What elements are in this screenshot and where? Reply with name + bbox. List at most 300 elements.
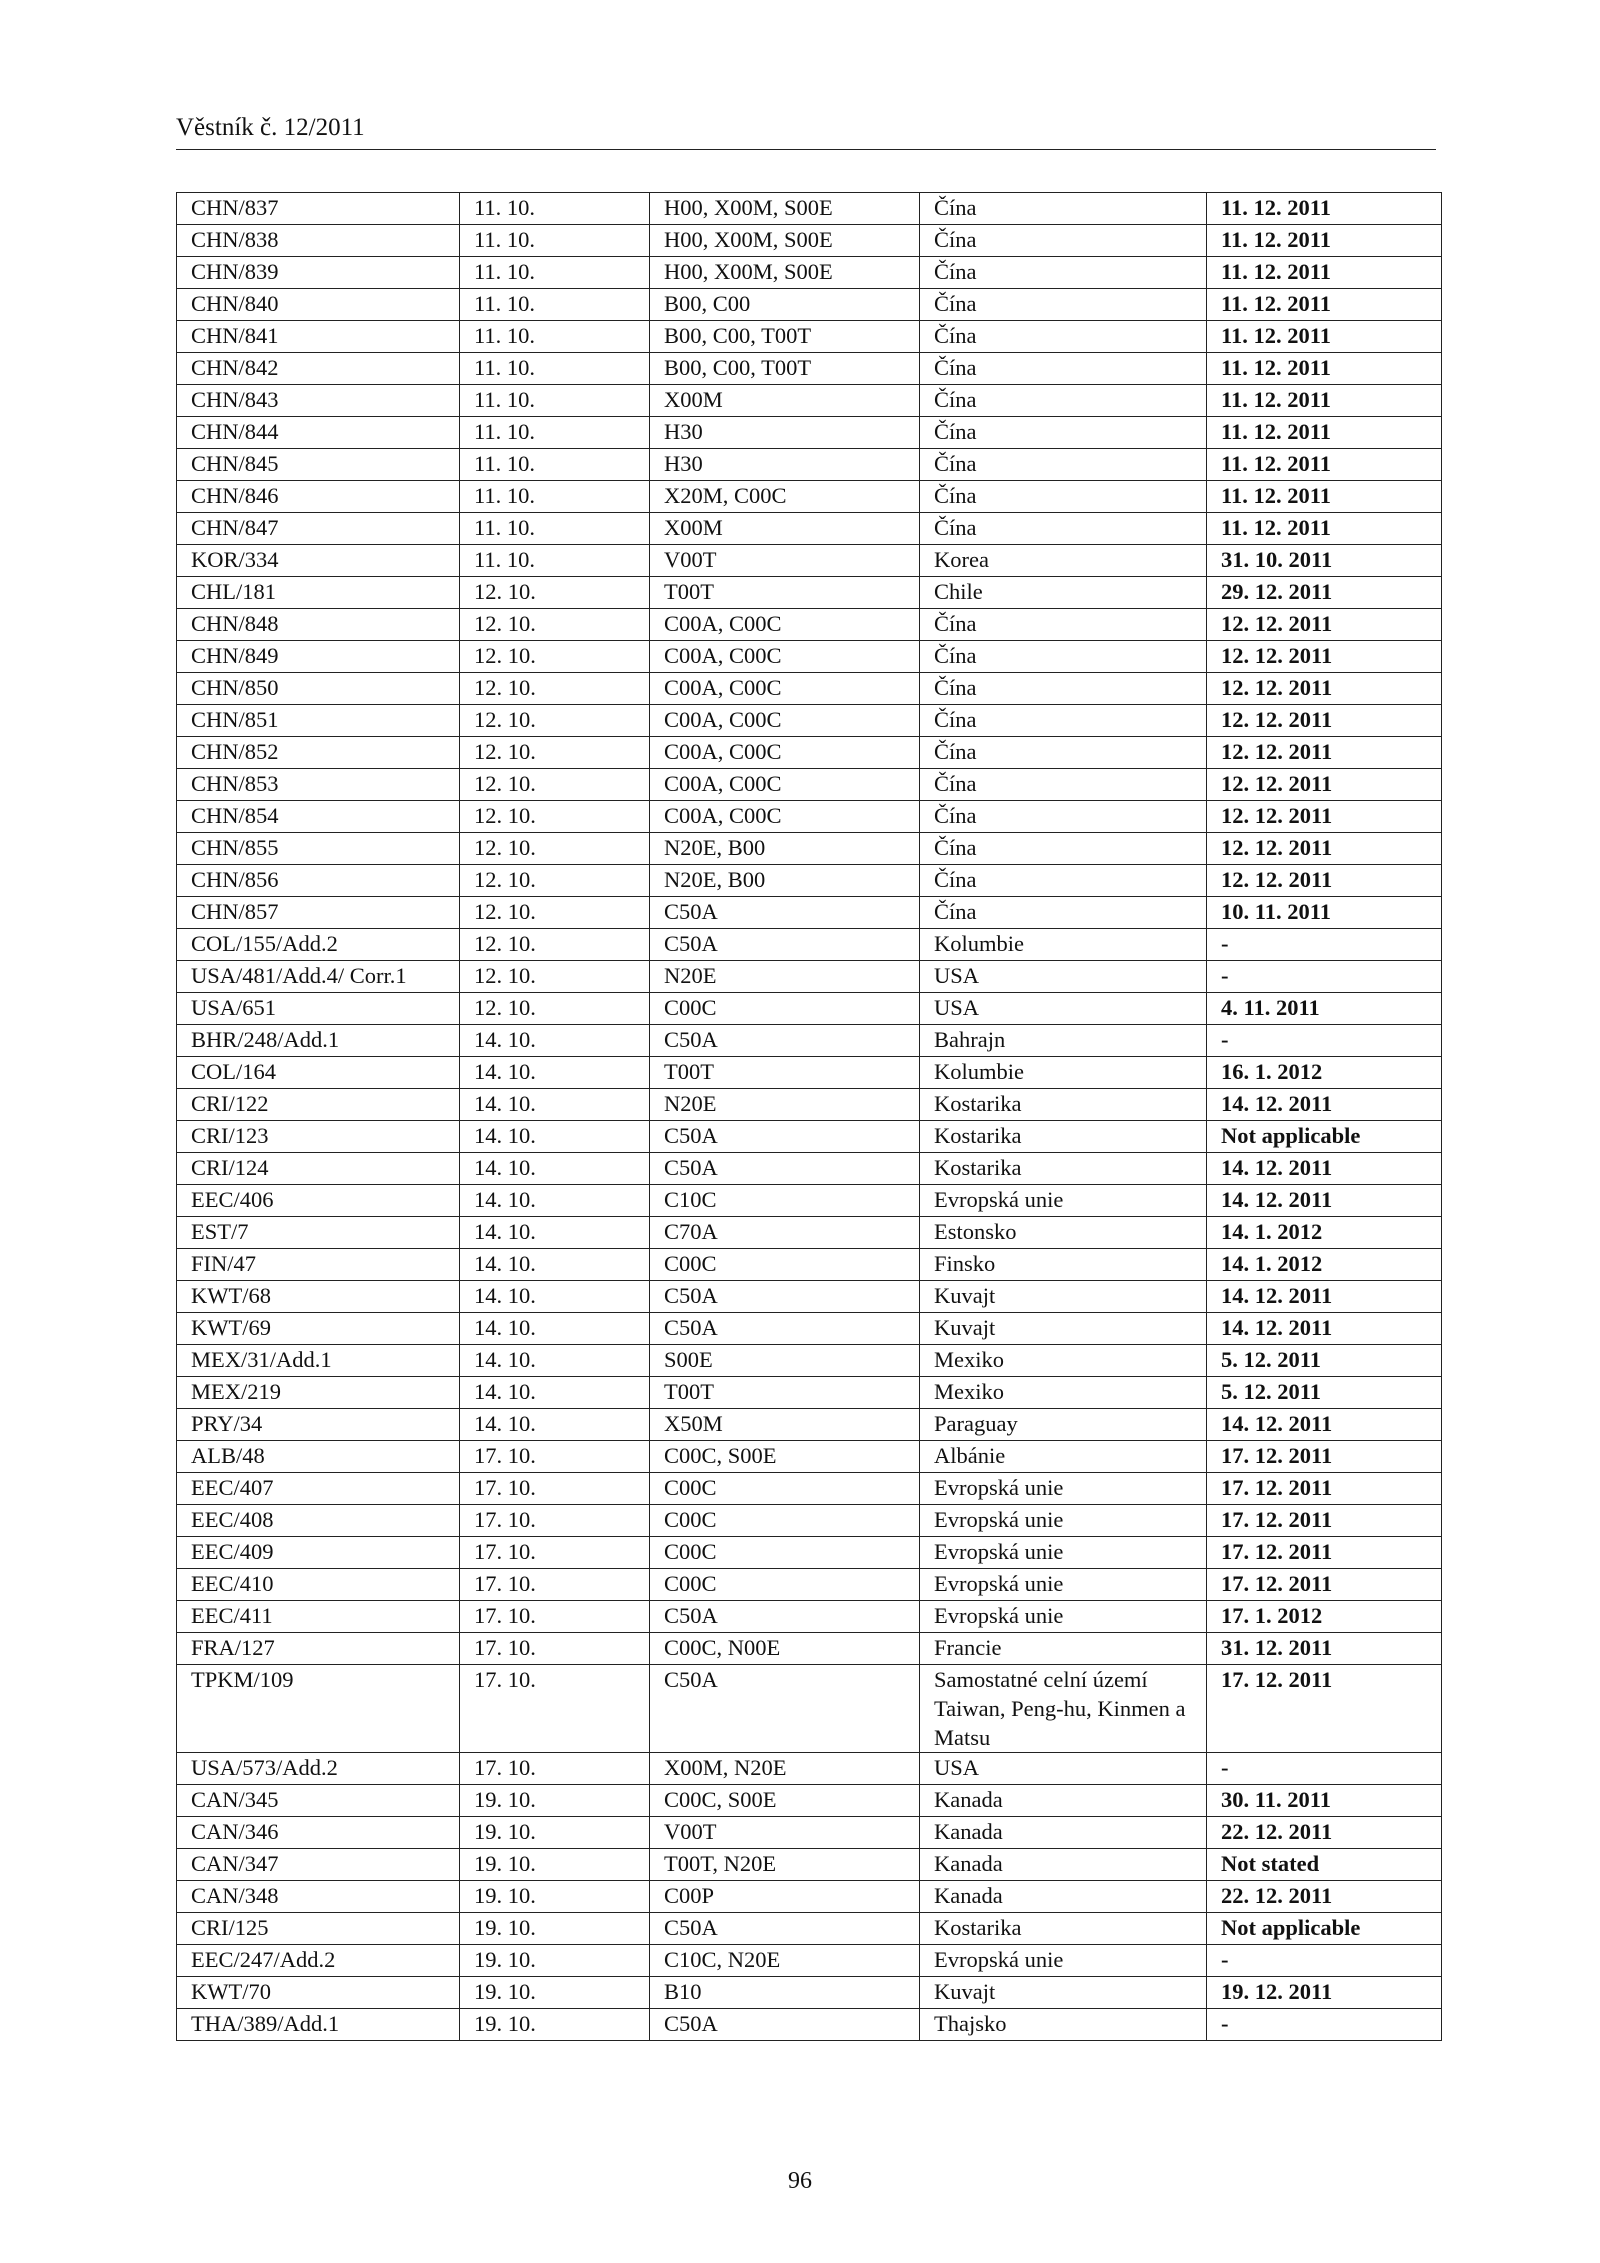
date-cell: 19. 10.: [460, 1977, 650, 2009]
document-id-cell: CAN/347: [177, 1849, 460, 1881]
country-cell: Albánie: [920, 1441, 1207, 1473]
document-id-cell: CHN/839: [177, 257, 460, 289]
code-cell: C50A: [650, 1913, 920, 1945]
date-cell: 12. 10.: [460, 609, 650, 641]
code-cell: C00C: [650, 993, 920, 1025]
table-row: [177, 1505, 1442, 1537]
document-id-cell: EEC/411: [177, 1601, 460, 1633]
code-cell: H00, X00M, S00E: [650, 257, 920, 289]
document-id-cell: CHN/843: [177, 385, 460, 417]
document-id-cell: CHN/852: [177, 737, 460, 769]
document-id-cell: EEC/408: [177, 1505, 460, 1537]
code-cell: C00C, N00E: [650, 1633, 920, 1665]
code-cell: C50A: [650, 1153, 920, 1185]
table-row: [177, 1089, 1442, 1121]
country-cell: Čína: [920, 737, 1207, 769]
code-cell: T00T: [650, 1377, 920, 1409]
country-cell: Čína: [920, 609, 1207, 641]
table-row: [177, 257, 1442, 289]
table-row: [177, 417, 1442, 449]
code-cell: C00P: [650, 1881, 920, 1913]
deadline-cell: Not applicable: [1207, 1121, 1442, 1153]
deadline-cell: 22. 12. 2011: [1207, 1817, 1442, 1849]
country-cell: Chile: [920, 577, 1207, 609]
deadline-cell: 12. 12. 2011: [1207, 609, 1442, 641]
document-id-cell: EEC/406: [177, 1185, 460, 1217]
document-id-cell: CHN/857: [177, 897, 460, 929]
country-cell: Korea: [920, 545, 1207, 577]
country-cell: Kuvajt: [920, 1313, 1207, 1345]
document-id-cell: THA/389/Add.1: [177, 2009, 460, 2041]
country-cell: USA: [920, 961, 1207, 993]
table-row: [177, 993, 1442, 1025]
code-cell: C00C: [650, 1249, 920, 1281]
country-cell: Čína: [920, 257, 1207, 289]
table-row: [177, 1121, 1442, 1153]
deadline-cell: -: [1207, 1945, 1442, 1977]
document-id-cell: EST/7: [177, 1217, 460, 1249]
code-cell: C50A: [650, 1313, 920, 1345]
code-cell: C00A, C00C: [650, 737, 920, 769]
code-cell: N20E, B00: [650, 833, 920, 865]
deadline-cell: 14. 12. 2011: [1207, 1313, 1442, 1345]
country-cell: Čína: [920, 417, 1207, 449]
deadline-cell: 22. 12. 2011: [1207, 1881, 1442, 1913]
date-cell: 17. 10.: [460, 1601, 650, 1633]
document-id-cell: KOR/334: [177, 545, 460, 577]
date-cell: 11. 10.: [460, 545, 650, 577]
deadline-cell: 11. 12. 2011: [1207, 481, 1442, 513]
deadline-cell: Not stated: [1207, 1849, 1442, 1881]
date-cell: 19. 10.: [460, 1945, 650, 1977]
deadline-cell: 17. 12. 2011: [1207, 1569, 1442, 1601]
country-cell: Kanada: [920, 1817, 1207, 1849]
date-cell: 17. 10.: [460, 1665, 650, 1753]
code-cell: H30: [650, 449, 920, 481]
document-id-cell: CHN/837: [177, 193, 460, 225]
table-row: [177, 225, 1442, 257]
code-cell: C00A, C00C: [650, 673, 920, 705]
date-cell: 14. 10.: [460, 1153, 650, 1185]
country-cell: Čína: [920, 193, 1207, 225]
table-row: [177, 641, 1442, 673]
country-cell: Čína: [920, 481, 1207, 513]
country-cell: Čína: [920, 673, 1207, 705]
code-cell: C50A: [650, 1121, 920, 1153]
country-cell: Evropská unie: [920, 1473, 1207, 1505]
date-cell: 12. 10.: [460, 673, 650, 705]
document-id-cell: EEC/247/Add.2: [177, 1945, 460, 1977]
deadline-cell: 14. 12. 2011: [1207, 1153, 1442, 1185]
table-row: [177, 481, 1442, 513]
country-cell: Čína: [920, 449, 1207, 481]
country-cell: Finsko: [920, 1249, 1207, 1281]
country-cell: Evropská unie: [920, 1537, 1207, 1569]
deadline-cell: 14. 12. 2011: [1207, 1281, 1442, 1313]
date-cell: 14. 10.: [460, 1025, 650, 1057]
document-id-cell: CRI/122: [177, 1089, 460, 1121]
deadline-cell: 17. 12. 2011: [1207, 1473, 1442, 1505]
document-id-cell: ALB/48: [177, 1441, 460, 1473]
code-cell: X00M: [650, 385, 920, 417]
table-row: [177, 1753, 1442, 1785]
document-id-cell: CRI/125: [177, 1913, 460, 1945]
date-cell: 14. 10.: [460, 1121, 650, 1153]
document-id-cell: CRI/124: [177, 1153, 460, 1185]
document-id-cell: EEC/407: [177, 1473, 460, 1505]
table-row: [177, 289, 1442, 321]
country-cell: Kostarika: [920, 1121, 1207, 1153]
table-row: [177, 1849, 1442, 1881]
table-body: [177, 193, 1442, 2041]
code-cell: V00T: [650, 545, 920, 577]
table-row: [177, 1249, 1442, 1281]
table-row: [177, 897, 1442, 929]
code-cell: C00A, C00C: [650, 801, 920, 833]
document-id-cell: CHN/848: [177, 609, 460, 641]
table-row: [177, 1345, 1442, 1377]
date-cell: 14. 10.: [460, 1345, 650, 1377]
date-cell: 11. 10.: [460, 481, 650, 513]
date-cell: 14. 10.: [460, 1089, 650, 1121]
deadline-cell: 12. 12. 2011: [1207, 865, 1442, 897]
document-id-cell: CHN/845: [177, 449, 460, 481]
table-row: [177, 705, 1442, 737]
table-row: [177, 1377, 1442, 1409]
table-row: [177, 321, 1442, 353]
date-cell: 11. 10.: [460, 385, 650, 417]
country-cell: Čína: [920, 705, 1207, 737]
deadline-cell: 12. 12. 2011: [1207, 737, 1442, 769]
date-cell: 12. 10.: [460, 705, 650, 737]
document-id-cell: KWT/68: [177, 1281, 460, 1313]
code-cell: S00E: [650, 1345, 920, 1377]
deadline-cell: 31. 12. 2011: [1207, 1633, 1442, 1665]
document-id-cell: CHN/849: [177, 641, 460, 673]
date-cell: 11. 10.: [460, 449, 650, 481]
country-cell: Čína: [920, 865, 1207, 897]
code-cell: X50M: [650, 1409, 920, 1441]
code-cell: T00T: [650, 1057, 920, 1089]
code-cell: C50A: [650, 1665, 920, 1753]
code-cell: C10C, N20E: [650, 1945, 920, 1977]
table-row: [177, 1217, 1442, 1249]
document-id-cell: TPKM/109: [177, 1665, 460, 1753]
country-cell: Evropská unie: [920, 1505, 1207, 1537]
table-row: [177, 513, 1442, 545]
table-row: [177, 1409, 1442, 1441]
table-row: [177, 1281, 1442, 1313]
document-id-cell: USA/481/Add.4/ Corr.1: [177, 961, 460, 993]
table-row: [177, 1313, 1442, 1345]
deadline-cell: 11. 12. 2011: [1207, 417, 1442, 449]
date-cell: 19. 10.: [460, 1817, 650, 1849]
table-row: [177, 673, 1442, 705]
deadline-cell: 11. 12. 2011: [1207, 289, 1442, 321]
code-cell: N20E: [650, 961, 920, 993]
code-cell: C00C, S00E: [650, 1785, 920, 1817]
deadline-cell: 17. 1. 2012: [1207, 1601, 1442, 1633]
document-id-cell: USA/651: [177, 993, 460, 1025]
code-cell: H00, X00M, S00E: [650, 193, 920, 225]
country-cell: Čína: [920, 385, 1207, 417]
document-id-cell: USA/573/Add.2: [177, 1753, 460, 1785]
document-id-cell: CHN/840: [177, 289, 460, 321]
deadline-cell: 11. 12. 2011: [1207, 449, 1442, 481]
page-header: [176, 111, 1436, 150]
country-cell: Kostarika: [920, 1089, 1207, 1121]
country-cell: Kolumbie: [920, 929, 1207, 961]
document-id-cell: CRI/123: [177, 1121, 460, 1153]
document-id-cell: COL/164: [177, 1057, 460, 1089]
country-cell: Kuvajt: [920, 1977, 1207, 2009]
document-id-cell: KWT/70: [177, 1977, 460, 2009]
document-id-cell: CAN/348: [177, 1881, 460, 1913]
deadline-cell: -: [1207, 929, 1442, 961]
table-row: [177, 609, 1442, 641]
code-cell: C50A: [650, 1025, 920, 1057]
deadline-cell: Not applicable: [1207, 1913, 1442, 1945]
date-cell: 11. 10.: [460, 225, 650, 257]
code-cell: X20M, C00C: [650, 481, 920, 513]
document-id-cell: EEC/410: [177, 1569, 460, 1601]
document-id-cell: MEX/219: [177, 1377, 460, 1409]
document-id-cell: CHN/838: [177, 225, 460, 257]
code-cell: C00C: [650, 1473, 920, 1505]
code-cell: C50A: [650, 897, 920, 929]
code-cell: C00A, C00C: [650, 641, 920, 673]
code-cell: C50A: [650, 1601, 920, 1633]
country-cell: USA: [920, 993, 1207, 1025]
country-cell: Čína: [920, 513, 1207, 545]
code-cell: B00, C00: [650, 289, 920, 321]
table-row: [177, 833, 1442, 865]
country-cell: Evropská unie: [920, 1185, 1207, 1217]
code-cell: C50A: [650, 2009, 920, 2041]
code-cell: C10C: [650, 1185, 920, 1217]
deadline-cell: 19. 12. 2011: [1207, 1977, 1442, 2009]
deadline-cell: 12. 12. 2011: [1207, 833, 1442, 865]
deadline-cell: 5. 12. 2011: [1207, 1377, 1442, 1409]
country-cell: USA: [920, 1753, 1207, 1785]
country-cell: Bahrajn: [920, 1025, 1207, 1057]
date-cell: 12. 10.: [460, 865, 650, 897]
table-row: [177, 1185, 1442, 1217]
table-row: [177, 961, 1442, 993]
deadline-cell: 11. 12. 2011: [1207, 385, 1442, 417]
code-cell: B10: [650, 1977, 920, 2009]
country-cell: Evropská unie: [920, 1945, 1207, 1977]
code-cell: X00M, N20E: [650, 1753, 920, 1785]
document-id-cell: CHN/854: [177, 801, 460, 833]
code-cell: H30: [650, 417, 920, 449]
date-cell: 14. 10.: [460, 1409, 650, 1441]
deadline-cell: 17. 12. 2011: [1207, 1537, 1442, 1569]
deadline-cell: 31. 10. 2011: [1207, 545, 1442, 577]
table-row: [177, 1153, 1442, 1185]
code-cell: T00T: [650, 577, 920, 609]
date-cell: 14. 10.: [460, 1281, 650, 1313]
date-cell: 19. 10.: [460, 2009, 650, 2041]
date-cell: 11. 10.: [460, 193, 650, 225]
table-row: [177, 1881, 1442, 1913]
date-cell: 17. 10.: [460, 1753, 650, 1785]
country-cell: Kanada: [920, 1785, 1207, 1817]
country-cell: Mexiko: [920, 1377, 1207, 1409]
code-cell: C70A: [650, 1217, 920, 1249]
deadline-cell: 11. 12. 2011: [1207, 321, 1442, 353]
table-row: [177, 2009, 1442, 2041]
deadline-cell: 14. 1. 2012: [1207, 1217, 1442, 1249]
date-cell: 11. 10.: [460, 417, 650, 449]
code-cell: T00T, N20E: [650, 1849, 920, 1881]
country-cell: Čína: [920, 225, 1207, 257]
document-id-cell: CHN/847: [177, 513, 460, 545]
date-cell: 14. 10.: [460, 1217, 650, 1249]
document-id-cell: PRY/34: [177, 1409, 460, 1441]
date-cell: 17. 10.: [460, 1537, 650, 1569]
date-cell: 14. 10.: [460, 1057, 650, 1089]
document-id-cell: CHN/841: [177, 321, 460, 353]
country-cell: Čína: [920, 801, 1207, 833]
country-cell: Evropská unie: [920, 1569, 1207, 1601]
deadline-cell: -: [1207, 1025, 1442, 1057]
country-cell: Paraguay: [920, 1409, 1207, 1441]
document-id-cell: BHR/248/Add.1: [177, 1025, 460, 1057]
table-row: [177, 1785, 1442, 1817]
date-cell: 12. 10.: [460, 897, 650, 929]
table-row: [177, 1601, 1442, 1633]
table-row: [177, 1665, 1442, 1753]
country-cell: Čína: [920, 289, 1207, 321]
date-cell: 17. 10.: [460, 1633, 650, 1665]
table-row: [177, 1057, 1442, 1089]
date-cell: 11. 10.: [460, 289, 650, 321]
date-cell: 12. 10.: [460, 801, 650, 833]
country-cell: Samostatné celní území Taiwan, Peng-hu, Kinmen a Matsu: [920, 1665, 1207, 1753]
code-cell: N20E: [650, 1089, 920, 1121]
date-cell: 11. 10.: [460, 321, 650, 353]
deadline-cell: 12. 12. 2011: [1207, 705, 1442, 737]
table-row: [177, 1441, 1442, 1473]
table-row: [177, 1945, 1442, 1977]
table-row: [177, 449, 1442, 481]
date-cell: 12. 10.: [460, 641, 650, 673]
date-cell: 11. 10.: [460, 353, 650, 385]
deadline-cell: 5. 12. 2011: [1207, 1345, 1442, 1377]
code-cell: B00, C00, T00T: [650, 321, 920, 353]
document-id-cell: KWT/69: [177, 1313, 460, 1345]
table-row: [177, 1569, 1442, 1601]
code-cell: C00C, S00E: [650, 1441, 920, 1473]
code-cell: C00A, C00C: [650, 769, 920, 801]
deadline-cell: 12. 12. 2011: [1207, 641, 1442, 673]
code-cell: C00C: [650, 1569, 920, 1601]
document-id-cell: CHN/850: [177, 673, 460, 705]
country-cell: Čína: [920, 833, 1207, 865]
code-cell: C00C: [650, 1505, 920, 1537]
country-cell: Čína: [920, 641, 1207, 673]
code-cell: B00, C00, T00T: [650, 353, 920, 385]
deadline-cell: 17. 12. 2011: [1207, 1441, 1442, 1473]
date-cell: 14. 10.: [460, 1377, 650, 1409]
code-cell: C50A: [650, 929, 920, 961]
country-cell: Kostarika: [920, 1913, 1207, 1945]
table-row: [177, 737, 1442, 769]
document-id-cell: CHN/851: [177, 705, 460, 737]
document-id-cell: FIN/47: [177, 1249, 460, 1281]
deadline-cell: -: [1207, 2009, 1442, 2041]
country-cell: Kanada: [920, 1881, 1207, 1913]
deadline-cell: 12. 12. 2011: [1207, 801, 1442, 833]
date-cell: 12. 10.: [460, 577, 650, 609]
country-cell: Evropská unie: [920, 1601, 1207, 1633]
date-cell: 17. 10.: [460, 1473, 650, 1505]
table-row: [177, 1633, 1442, 1665]
date-cell: 19. 10.: [460, 1881, 650, 1913]
document-id-cell: CHN/855: [177, 833, 460, 865]
code-cell: V00T: [650, 1817, 920, 1849]
country-cell: Čína: [920, 769, 1207, 801]
deadline-cell: 16. 1. 2012: [1207, 1057, 1442, 1089]
document-id-cell: CHN/846: [177, 481, 460, 513]
document-id-cell: CHN/853: [177, 769, 460, 801]
document-id-cell: FRA/127: [177, 1633, 460, 1665]
table-row: [177, 1913, 1442, 1945]
document-id-cell: COL/155/Add.2: [177, 929, 460, 961]
date-cell: 12. 10.: [460, 993, 650, 1025]
table-row: [177, 385, 1442, 417]
table-row: [177, 1537, 1442, 1569]
document-id-cell: EEC/409: [177, 1537, 460, 1569]
date-cell: 14. 10.: [460, 1249, 650, 1281]
table-row: [177, 353, 1442, 385]
code-cell: H00, X00M, S00E: [650, 225, 920, 257]
deadline-cell: -: [1207, 961, 1442, 993]
deadline-cell: 29. 12. 2011: [1207, 577, 1442, 609]
document-id-cell: CHL/181: [177, 577, 460, 609]
document-id-cell: CAN/345: [177, 1785, 460, 1817]
deadline-cell: 14. 12. 2011: [1207, 1089, 1442, 1121]
table-row: [177, 1817, 1442, 1849]
deadline-cell: 14. 12. 2011: [1207, 1185, 1442, 1217]
table-row: [177, 577, 1442, 609]
page-title: Věstník č. 12/2011: [176, 114, 365, 141]
table-row: [177, 193, 1442, 225]
country-cell: Čína: [920, 321, 1207, 353]
notifications-table: [176, 192, 1442, 2041]
deadline-cell: 11. 12. 2011: [1207, 257, 1442, 289]
country-cell: Kostarika: [920, 1153, 1207, 1185]
country-cell: Francie: [920, 1633, 1207, 1665]
deadline-cell: -: [1207, 1753, 1442, 1785]
table-row: [177, 865, 1442, 897]
country-cell: Kuvajt: [920, 1281, 1207, 1313]
deadline-cell: 11. 12. 2011: [1207, 513, 1442, 545]
date-cell: 17. 10.: [460, 1505, 650, 1537]
table-row: [177, 929, 1442, 961]
deadline-cell: 12. 12. 2011: [1207, 673, 1442, 705]
country-cell: Kolumbie: [920, 1057, 1207, 1089]
country-cell: Čína: [920, 353, 1207, 385]
date-cell: 12. 10.: [460, 737, 650, 769]
country-cell: Thajsko: [920, 2009, 1207, 2041]
date-cell: 19. 10.: [460, 1785, 650, 1817]
country-cell: Čína: [920, 897, 1207, 929]
date-cell: 14. 10.: [460, 1313, 650, 1345]
date-cell: 12. 10.: [460, 833, 650, 865]
document-id-cell: CAN/346: [177, 1817, 460, 1849]
